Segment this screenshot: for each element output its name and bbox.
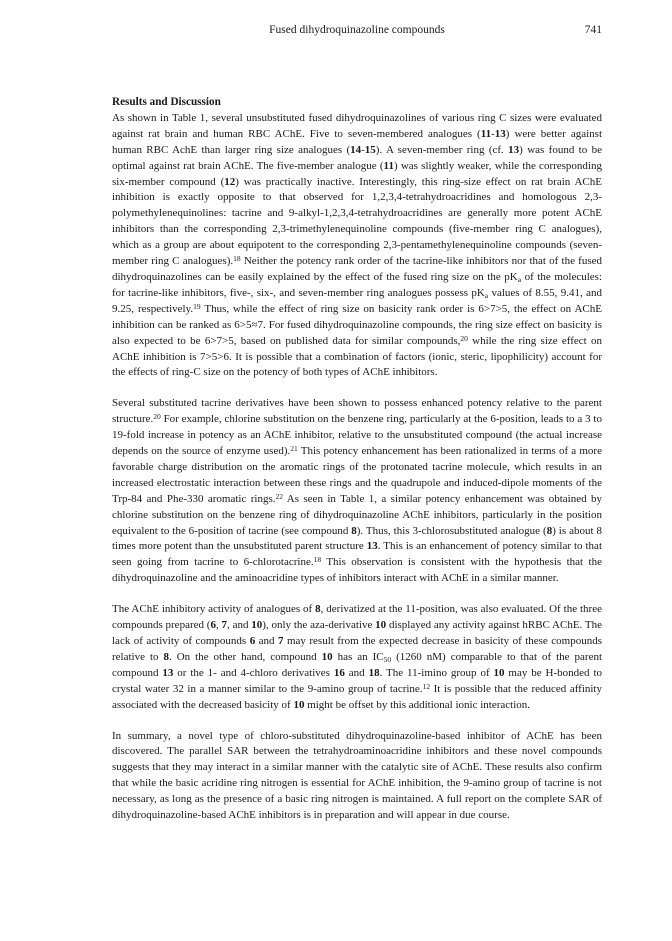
text-run: and	[344, 666, 369, 679]
compound-number: 14	[350, 143, 362, 156]
compound-number: 13	[494, 127, 506, 140]
article-body	[112, 95, 602, 839]
compound-number: 10	[321, 650, 333, 663]
compound-number: 18	[368, 666, 380, 679]
text-run: , derivatized at the 11-position, was also evaluated. Of the three compounds prepared (	[112, 603, 602, 632]
compound-number: 7	[278, 635, 284, 647]
citation-ref: 20	[153, 412, 161, 422]
page-header	[112, 24, 602, 44]
compound-number: 6	[249, 635, 256, 647]
subscript: 50	[383, 654, 392, 664]
text-run: For example, chlorine substitution on the benzene ring, particularly at the 6-position, leads to a 3 to 19-fold increase in potency as an AChE inhibitor, relative to the unsubstituted compound (the actual increase depends on the source of enzyme used).	[112, 413, 602, 458]
text-run: or the 1- and 4-chloro derivatives	[173, 666, 334, 679]
text-run: As shown in Table 1, several unsubstituted fused dihydroquinazolines of various ring C sizes were evaluated against rat brain and human RBC AChE. Five to seven-membered analogues (	[112, 111, 602, 140]
text-run: . The 11-imino group of	[379, 666, 494, 679]
text-run: displayed any activity against hRBC AChE. The lack of activity of compounds	[112, 619, 603, 647]
compound-number: 10	[293, 698, 305, 711]
compound-number: 8	[163, 650, 169, 663]
text-run: This potency enhancement has been rationalized in terms of a more favorable charge distribution on the aromatic rings of the protonated tacrine molecule, which results in an increased electrostatic interaction between these rings and the quadrupole and induced-dipole moments of the Trp-84 and Phe-330 aromatic rings.	[112, 445, 602, 505]
text-run: As seen in Table 1, a similar potency enhancement was obtained by chlorine substitution on the benzene ring of dihydroquinazoline AChE inhibitors, particularly in the position equivalent to the 6-position of tacrine (see compound	[112, 492, 602, 537]
text-run: while the ring size effect on AChE inhibition is 7>5>6. It is possible that a combination of factors (ionic, steric, lipophilicity) account for the effects of ring-C size on the potency of both types of AChE inhibitors.	[112, 334, 603, 379]
compound-number: 6	[210, 619, 216, 632]
text-run: ) was practically inactive. Interestingly, this ring-size effect on rat brain AChE inhibition is exactly opposite to that observed for 1,2,3,4-tetrahydroacridines and homologous 2,3-polymethylenequinolines: tacrine and 9-alkyl-1,2,3,4-tetrahydroacridines are generally more potent AChE inhibitors than the corresponding 2,3-trimethylenequinoline compounds (five-member ring C analogues), which as a group are about equipotent to the corresponding 2,3-pentamethylenequinoline compounds (seven-member ring C analogues).	[112, 175, 602, 268]
compound-number: 13	[162, 666, 174, 679]
compound-number: 11	[480, 127, 492, 140]
text-run: ) was found to be optimal against rat brain AChE. The five-member analogue (	[112, 143, 602, 172]
compound-number: 8	[351, 524, 357, 537]
compound-number: 11	[383, 159, 394, 172]
text-run: -	[361, 143, 365, 156]
compound-number: 10	[375, 619, 387, 632]
compound-number: 7	[221, 619, 228, 632]
text-run: and	[255, 635, 278, 647]
text-run: might be offset by this additional ionic interaction.	[304, 698, 530, 711]
text-run: has an IC	[332, 650, 384, 663]
text-run: may result from the expected decrease in basicity of these compounds relative to	[112, 635, 602, 663]
text-run: The AChE inhibitory activity of analogues of	[112, 603, 316, 616]
compound-number: 15	[364, 143, 376, 156]
text-run: ). Thus, this 3-chlorosubstituted analogue (	[356, 524, 547, 537]
text-run: , and	[227, 619, 252, 632]
text-run: . This is an enhancement of potency similar to that seen going from tacrine to 6-chlorotacrine.	[112, 540, 602, 569]
subscript: a	[517, 274, 522, 284]
text-run: It is possible that the reduced affinity associated with the decreased basicity of	[112, 682, 602, 711]
citation-ref: 12	[422, 681, 431, 691]
text-run: ,	[215, 619, 222, 632]
text-run: This observation is consistent with the hypothesis that the dihydroquinazoline and the aminoacridine types of inhibitors interact with AChE in a similar manner.	[112, 556, 602, 585]
text-run: may be H-bonded to crystal water 32 in a manner similar to the 9-amino group of tacrine.	[112, 666, 603, 695]
text-run: Neither the potency rank order of the tacrine-like inhibitors nor that of the fused dihydroquinazolines can be easily explained by the effect of the fused ring size on the pK	[112, 255, 602, 283]
text-run: ) were better against human RBC AchE than larger ring size analogues (	[112, 127, 603, 156]
compound-number: 13	[508, 143, 520, 156]
page-number: 741	[584, 24, 602, 36]
text-run: . On the other hand, compound	[169, 650, 322, 663]
compound-number: 16	[333, 666, 345, 679]
paragraph-analogues	[112, 602, 602, 713]
paragraph-chloro-substitution	[112, 396, 602, 587]
text-run: ) is about 8 times more potent than the unsubstituted parent structure	[112, 524, 602, 553]
text-run: Several substituted tacrine derivatives have been shown to possess enhanced potency relative to the parent structure.	[112, 397, 602, 426]
text-run: Thus, while the effect of ring size on basicity rank order is 6>7>5, the effect on AChE inhibition can be ranked as 6>5≈7. For fused dihydroquinazoline compounds, the ring size effect on basicity is also expected to be 6>7>5, based on published data for similar compounds,	[112, 302, 602, 347]
compound-number: 10	[251, 619, 263, 632]
text-run: of the molecules: for tacrine-like inhibitors, five-, six-, and seven-member ring analogues possess pK	[112, 270, 603, 299]
compound-number: 12	[224, 175, 236, 188]
text-run: (1260 nM) comparable to that of the parent compound	[112, 650, 603, 679]
compound-number: 8	[315, 603, 321, 616]
compound-number: 10	[493, 666, 505, 679]
text-run: ), only the aza-derivative	[262, 619, 376, 632]
citation-ref: 22	[275, 491, 283, 501]
compound-number: 8	[546, 524, 553, 537]
section-title: Results and Discussion	[112, 96, 221, 108]
compound-number: 13	[366, 540, 378, 553]
paragraph-results	[112, 111, 602, 381]
citation-ref: 20	[460, 333, 468, 343]
citation-ref: 18	[233, 254, 241, 264]
subscript: a	[484, 290, 489, 300]
citation-ref: 21	[290, 444, 298, 454]
paragraph-summary	[112, 729, 602, 824]
text-run: -	[491, 127, 495, 140]
text-run: values of 8.55, 9.41, and 9.25, respectively.	[112, 286, 602, 315]
running-title: Fused dihydroquinazoline compounds	[269, 24, 445, 36]
text-run: In summary, a novel type of chloro-substituted dihydroquinazoline-based inhibitor of AChE has been discovered. The parallel SAR between the tetrahydroaminoacridine inhibitors and these novel compounds suggests that they may interact in a similar manner with the catalytic site of AChE. These results also confirm that while the basic acridine ring nitrogen is essential for AChE inhibition, the 9-amino group of tacrine is not necessary, as long as the presence of a basic ring nitrogen is maintained. A full report on the complete SAR of dihydroquinazoline-based AChE inhibitors is in preparation and will appear in due course.	[112, 729, 602, 822]
citation-ref: 18	[313, 555, 322, 565]
citation-ref: 19	[193, 301, 201, 311]
text-run: ) was slightly weaker, while the corresponding six-member compound (	[112, 159, 602, 188]
text-run: ). A seven-member ring (cf.	[375, 143, 509, 156]
